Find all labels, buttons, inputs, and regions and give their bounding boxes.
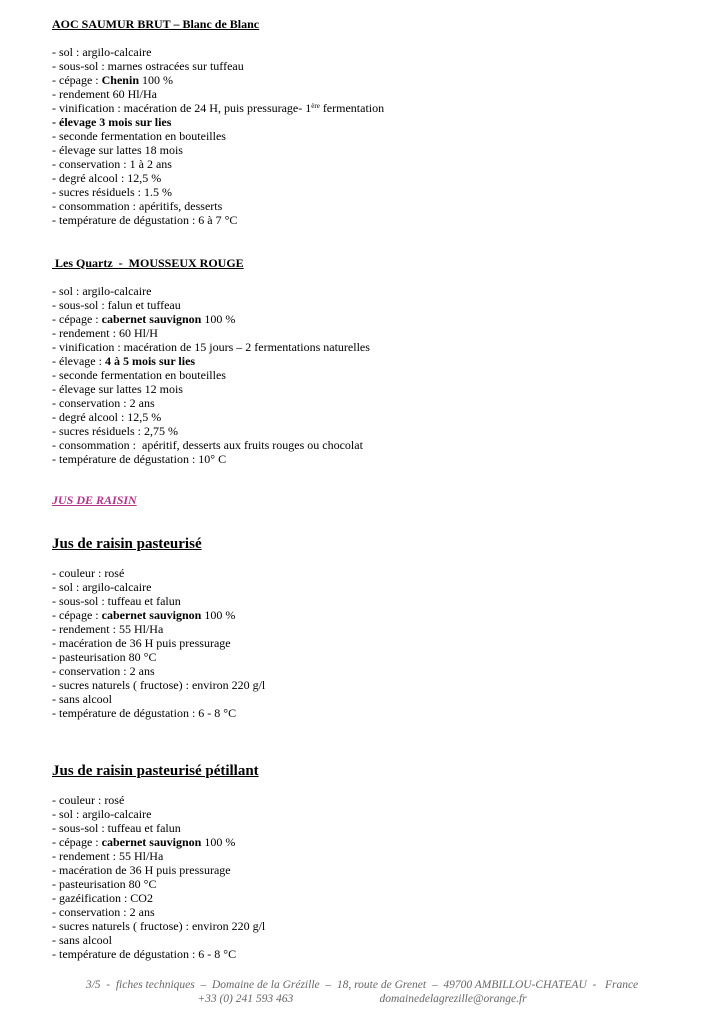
spec-line <box>52 622 265 636</box>
spec-line <box>52 608 265 622</box>
spec-line <box>52 650 265 664</box>
spec-text: - sous-sol : marnes ostracées sur tuffeau <box>52 59 244 73</box>
spec-text: - cépage : <box>52 312 102 326</box>
spec-superscript: ère <box>311 102 320 110</box>
spec-line <box>52 298 370 312</box>
spec-text: - pasteurisation 80 °C <box>52 877 157 891</box>
spec-line <box>52 410 370 424</box>
spec-line <box>52 905 265 919</box>
spec-text: - sucres naturels ( fructose) : environ 220 g/l <box>52 919 266 933</box>
spec-text: - conservation : 2 ans <box>52 664 155 678</box>
spec-line <box>52 566 265 580</box>
spec-text: - conservation : 2 ans <box>52 396 155 410</box>
spec-text: - pasteurisation 80 °C <box>52 650 157 664</box>
section-title-jus-de-raisin: JUS DE RAISIN <box>52 493 137 507</box>
spec-text: - sous-sol : falun et tuffeau <box>52 298 181 312</box>
spec-text: - seconde fermentation en bouteilles <box>52 129 226 143</box>
spec-text: - élevage : <box>52 354 105 368</box>
spec-text: - sous-sol : tuffeau et falun <box>52 821 181 835</box>
spec-line <box>52 877 265 891</box>
spec-text: - macération de 36 H puis pressurage <box>52 863 231 877</box>
wine-title-saumur-brut: AOC SAUMUR BRUT – Blanc de Blanc <box>52 17 260 31</box>
spec-text: - sol : argilo-calcaire <box>52 284 152 298</box>
spec-text: - gazéification : CO2 <box>52 891 153 905</box>
spec-text: - couleur : rosé <box>52 566 125 580</box>
spec-line <box>52 438 370 452</box>
spec-text: - élevage sur lattes 12 mois <box>52 382 183 396</box>
spec-line <box>52 213 384 227</box>
juice-specs-pasteurise <box>52 566 265 720</box>
spec-emphasis: Chenin <box>101 73 139 87</box>
spec-text: - température de dégustation : 6 à 7 °C <box>52 213 238 227</box>
spec-line <box>52 580 265 594</box>
spec-text: fermentation <box>319 101 385 115</box>
footer-address-line: 3/5 - fiches techniques – Domaine de la Grézille – 18, route de Grenet – 49700 AMBILLOU-CHATEAU - France <box>85 979 639 991</box>
spec-line <box>52 793 265 807</box>
spec-text: - vinification : macération de 15 jours – 2 fermentations naturelles <box>52 340 370 354</box>
spec-text: - rendement : 55 Hl/Ha <box>52 849 164 863</box>
spec-line <box>52 807 265 821</box>
spec-emphasis: cabernet sauvignon <box>101 312 202 326</box>
juice-specs-petillant <box>52 793 265 961</box>
spec-text: - élevage sur lattes 18 mois <box>52 143 183 157</box>
spec-emphasis: 4 à 5 mois sur lies <box>104 354 196 368</box>
spec-text: - rendement : 60 Hl/H <box>52 326 158 340</box>
spec-line <box>52 706 265 720</box>
spec-line <box>52 87 384 101</box>
spec-text: - degré alcool : 12,5 % <box>52 410 162 424</box>
spec-line <box>52 636 265 650</box>
spec-text: - température de dégustation : 6 - 8 °C <box>52 947 237 961</box>
spec-line <box>52 354 370 368</box>
spec-text: - rendement : 55 Hl/Ha <box>52 622 164 636</box>
spec-text: - rendement 60 Hl/Ha <box>52 87 157 101</box>
spec-text: - consommation : apéritif, desserts aux fruits rouges ou chocolat <box>52 438 363 452</box>
spec-line <box>52 73 384 87</box>
spec-line <box>52 157 384 171</box>
spec-line <box>52 101 384 115</box>
spec-line <box>52 947 265 961</box>
spec-line <box>52 821 265 835</box>
spec-text: - sans alcool <box>52 692 112 706</box>
spec-line <box>52 199 384 213</box>
spec-line <box>52 368 370 382</box>
spec-text: - vinification : macération de 24 H, puis pressurage- 1 <box>52 101 312 115</box>
spec-text: - sucres naturels ( fructose) : environ 220 g/l <box>52 678 266 692</box>
spec-line <box>52 340 370 354</box>
spec-line <box>52 115 384 129</box>
spec-line <box>52 129 384 143</box>
spec-line <box>52 835 265 849</box>
spec-text: - sous-sol : tuffeau et falun <box>52 594 181 608</box>
spec-text: 100 % <box>201 835 236 849</box>
spec-line <box>52 45 384 59</box>
spec-emphasis: cabernet sauvignon <box>101 608 202 622</box>
spec-line <box>52 849 265 863</box>
spec-text: - sucres résiduels : 1.5 % <box>52 185 172 199</box>
spec-line <box>52 664 265 678</box>
spec-text: 100 % <box>139 73 173 87</box>
wine-specs-saumur-brut <box>52 45 384 227</box>
spec-line <box>52 143 384 157</box>
spec-text: - couleur : rosé <box>52 793 125 807</box>
spec-line <box>52 678 265 692</box>
spec-text: - température de dégustation : 10° C <box>52 452 227 466</box>
spec-text: 100 % <box>201 608 236 622</box>
spec-line <box>52 594 265 608</box>
spec-text: - cépage : <box>52 835 102 849</box>
spec-text: - sol : argilo-calcaire <box>52 807 152 821</box>
spec-text: - consommation : apéritifs, desserts <box>52 199 223 213</box>
spec-text: 100 % <box>201 312 236 326</box>
spec-emphasis: cabernet sauvignon <box>101 835 202 849</box>
spec-line <box>52 863 265 877</box>
juice-title-pasteurise: Jus de raisin pasteurisé <box>52 536 202 552</box>
spec-text: - sol : argilo-calcaire <box>52 45 152 59</box>
spec-text: - macération de 36 H puis pressurage <box>52 636 231 650</box>
spec-line <box>52 891 265 905</box>
spec-text: - sans alcool <box>52 933 112 947</box>
spec-line <box>52 312 370 326</box>
spec-emphasis: - élevage 3 mois sur lies <box>52 115 172 129</box>
spec-line <box>52 692 265 706</box>
spec-text: - cépage : <box>52 608 102 622</box>
spec-line <box>52 396 370 410</box>
wine-title-les-quartz: Les Quartz - MOUSSEUX ROUGE <box>52 256 244 270</box>
spec-line <box>52 382 370 396</box>
spec-line <box>52 171 384 185</box>
juice-title-petillant: Jus de raisin pasteurisé pétillant <box>52 763 259 779</box>
spec-text: - sol : argilo-calcaire <box>52 580 152 594</box>
spec-text: - conservation : 2 ans <box>52 905 155 919</box>
spec-text: - conservation : 1 à 2 ans <box>52 157 172 171</box>
spec-text: - température de dégustation : 6 - 8 °C <box>52 706 237 720</box>
spec-text: - seconde fermentation en bouteilles <box>52 368 226 382</box>
footer-contact-line: +33 (0) 241 593 463 domainedelagrezille@orange.fr <box>197 993 527 1005</box>
spec-line <box>52 452 370 466</box>
spec-line <box>52 185 384 199</box>
spec-line <box>52 424 370 438</box>
spec-line <box>52 919 265 933</box>
spec-text: - degré alcool : 12,5 % <box>52 171 162 185</box>
spec-line <box>52 326 370 340</box>
spec-text: - cépage : <box>52 73 102 87</box>
spec-line <box>52 284 370 298</box>
spec-line <box>52 59 384 73</box>
wine-specs-les-quartz <box>52 284 370 466</box>
spec-text: - sucres résiduels : 2,75 % <box>52 424 178 438</box>
spec-line <box>52 933 265 947</box>
